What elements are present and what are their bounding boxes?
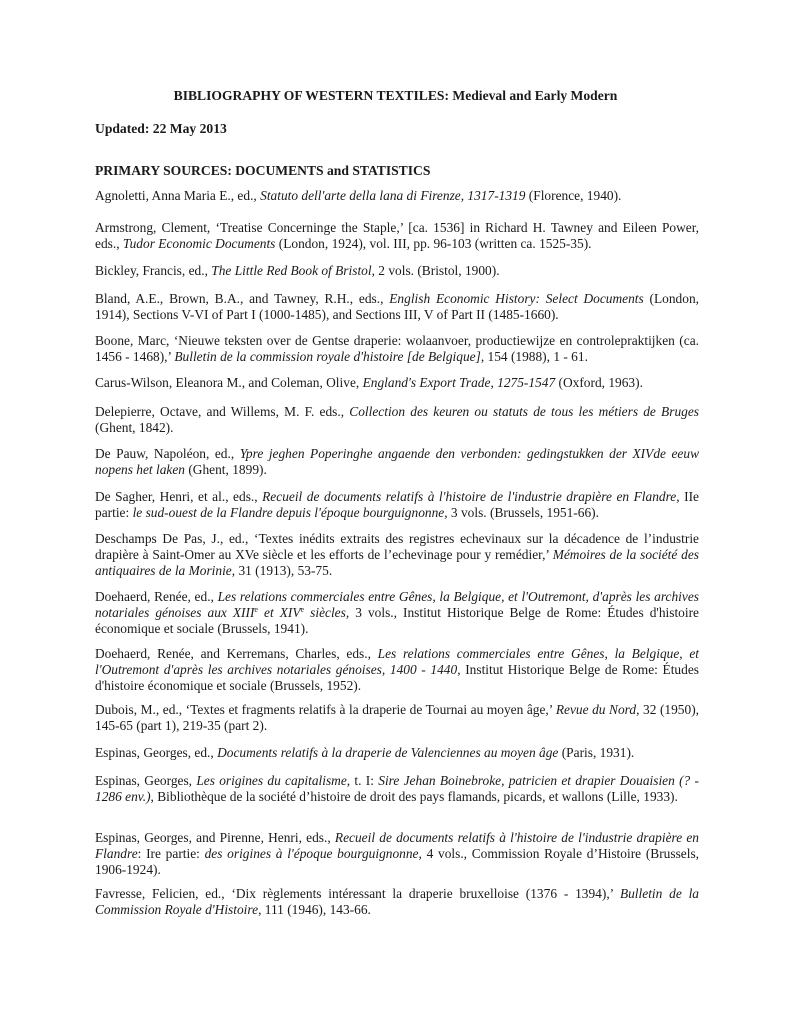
bibliography-entry: Bickley, Francis, ed., The Little Red Book of Bristol, 2 vols. (Bristol, 1900).	[95, 263, 500, 278]
bibliography-entry: Armstrong, Clement, ‘Treatise Concerninge the Staple,’ [ca. 1536] in Richard H. Tawney and Eileen Power, eds., Tudor Economic Documents (London, 1924), vol. III, pp. 96-103 (written ca. 1525-35).	[95, 220, 699, 251]
bibliography-entry: Boone, Marc, ‘Nieuwe teksten over de Gentse draperie: wolaanvoer, productiewijze en controlepraktijken (ca. 1456 - 1468),’ Bulletin de la commission royale d'histoire [de Belgique], 154 (1988), 1 - 61.	[95, 333, 699, 364]
bibliography-entry: Espinas, Georges, and Pirenne, Henri, eds., Recueil de documents relatifs à l'histoire de l'industrie drapière en Flandre: Ire partie: des origines à l'époque bourguignonne, 4 vols., Commission Royale d’Histoire (Brussels, 1906-1924).	[95, 830, 700, 877]
page-title: BIBLIOGRAPHY OF WESTERN TEXTILES: Medieval and Early Modern	[173, 88, 618, 103]
bibliography-entry: Agnoletti, Anna Maria E., ed., Statuto dell'arte della lana di Firenze, 1317-1319 (Florence, 1940).	[95, 188, 622, 203]
bibliography-entry: Doehaerd, Renée, ed., Les relations commerciales entre Gênes, la Belgique, et l'Outremont, d'après les archives notariales génoises aux XIIIe et XIVe siècles, 3 vols., Institut Historique Belge de Rome: Études d'histoire économique et sociale (Brussels, 1941).	[95, 589, 699, 636]
bibliography-entry: De Sagher, Henri, et al., eds., Recueil de documents relatifs à l'histoire de l'industrie drapière en Flandre, IIe partie: le sud-ouest de la Flandre depuis l'époque bourguignonne, 3 vols. (Brussels, 1951-66).	[95, 489, 699, 520]
bibliography-entry: Espinas, Georges, Les origines du capitalisme, t. I: Sire Jehan Boinebroke, patricien et drapier Douaisien (? - 1286 env.), Bibliothèque de la société d’histoire de droit des pays flamands, picards, et wallons (Lille, 1933).	[95, 773, 699, 804]
bibliography-entry: Doehaerd, Renée, and Kerremans, Charles, eds., Les relations commerciales entre Gênes, la Belgique, et l'Outremont d'après les archives notariales génoises, 1400 - 1440, Institut Historique Belge de Rome: Études d'histoire économique et sociale (Brussels, 1952).	[95, 646, 699, 693]
bibliography-entry: Espinas, Georges, ed., Documents relatifs à la draperie de Valenciennes au moyen âge (Paris, 1931).	[95, 745, 635, 760]
bibliography-entry: Carus-Wilson, Eleanora M., and Coleman, Olive, England's Export Trade, 1275-1547 (Oxford, 1963).	[95, 375, 643, 390]
updated-date: Updated: 22 May 2013	[95, 121, 227, 136]
bibliography-entry: Bland, A.E., Brown, B.A., and Tawney, R.H., eds., English Economic History: Select Documents (London, 1914), Sections V-VI of Part I (1000-1485), and Sections III, V of Part II (1485-1660).	[95, 291, 699, 322]
bibliography-entry: De Pauw, Napoléon, ed., Ypre jeghen Poperinghe angaende den verbonden: gedingstukken der XIVde eeuw nopens het laken (Ghent, 1899).	[95, 446, 700, 477]
bibliography-entry: Dubois, M., ed., ‘Textes et fragments relatifs à la draperie de Tournai au moyen âge,’ Revue du Nord, 32 (1950), 145-65 (part 1), 219-35 (part 2).	[95, 702, 700, 733]
section-heading: PRIMARY SOURCES: DOCUMENTS and STATISTICS	[95, 163, 431, 178]
bibliography-entry: Deschamps De Pas, J., ed., ‘Textes inédits extraits des registres echevinaux sur la décadence de l’industrie drapière à Saint-Omer au XVe siècle et les efforts de l’echevinage pour y remédier,’ Mémoires de la société des antiquaires de la Morinie, 31 (1913), 53-75.	[95, 531, 699, 578]
bibliography-entry: Favresse, Felicien, ed., ‘Dix règlements intéressant la draperie bruxelloise (1376 - 1394),’ Bulletin de la Commission Royale d'Histoire, 111 (1946), 143-66.	[95, 886, 699, 917]
bibliography-entry: Delepierre, Octave, and Willems, M. F. eds., Collection des keuren ou statuts de tous les métiers de Bruges (Ghent, 1842).	[95, 404, 699, 435]
